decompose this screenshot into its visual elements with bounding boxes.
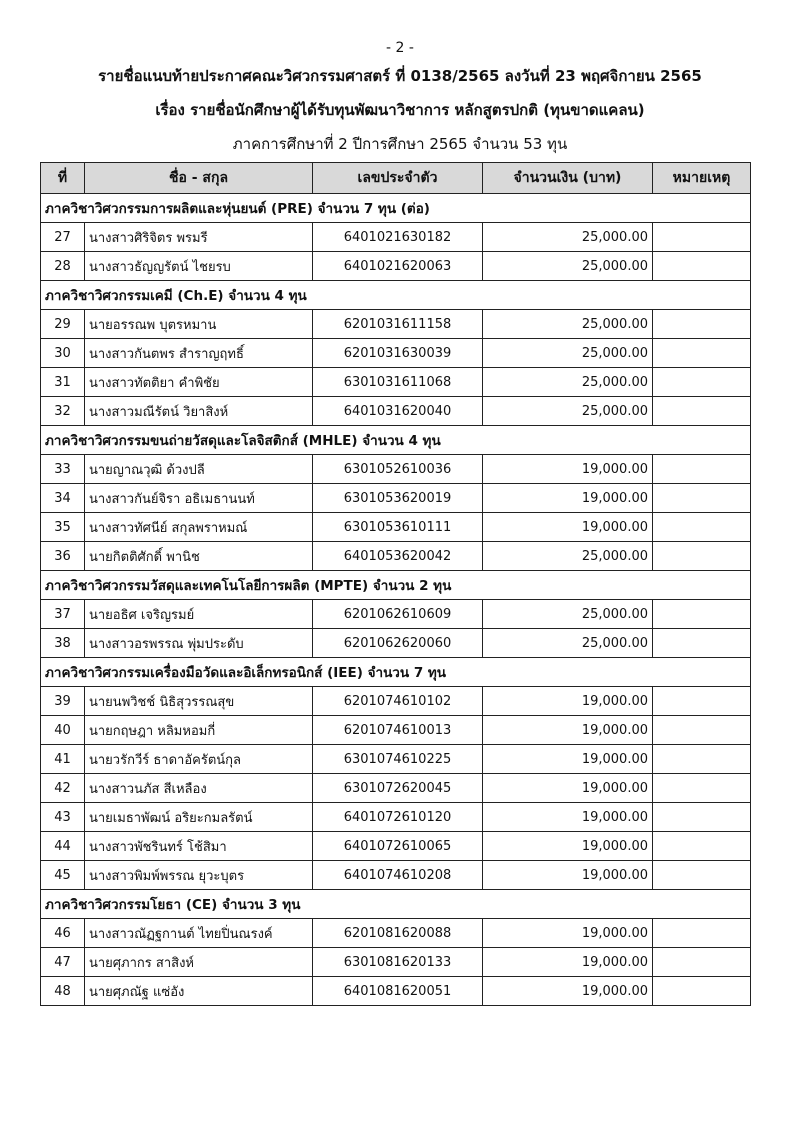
amount: 19,000.00: [483, 948, 653, 977]
student-id: 6401074610208: [313, 861, 483, 890]
amount: 19,000.00: [483, 687, 653, 716]
row-number: 30: [41, 339, 85, 368]
column-header-note: หมายเหตุ: [653, 163, 751, 194]
student-id: 6401021630182: [313, 223, 483, 252]
row-number: 38: [41, 629, 85, 658]
table-row: [41, 832, 751, 861]
row-number: 45: [41, 861, 85, 890]
table-row: [41, 310, 751, 339]
amount: 19,000.00: [483, 977, 653, 1006]
amount: 19,000.00: [483, 513, 653, 542]
note: [653, 513, 751, 542]
table-row: [41, 339, 751, 368]
amount: 19,000.00: [483, 919, 653, 948]
student-name: นายศุภณัฐ แซ่อัง: [85, 977, 313, 1006]
note: [653, 832, 751, 861]
note: [653, 774, 751, 803]
department-section-row: [41, 658, 751, 687]
department-section-row: [41, 281, 751, 310]
student-id: 6301072620045: [313, 774, 483, 803]
amount: 19,000.00: [483, 774, 653, 803]
table-row: [41, 948, 751, 977]
student-id: 6301053610111: [313, 513, 483, 542]
student-id: 6401072610120: [313, 803, 483, 832]
column-header-student-id: เลขประจำตัว: [313, 163, 483, 194]
student-id: 6201081620088: [313, 919, 483, 948]
department-section-row: [41, 194, 751, 223]
amount: 25,000.00: [483, 629, 653, 658]
note: [653, 397, 751, 426]
table-row: [41, 600, 751, 629]
student-name: นางสาวพัชรินทร์ โช้สิมา: [85, 832, 313, 861]
note: [653, 716, 751, 745]
student-name: นางสาวนภัส สีเหลือง: [85, 774, 313, 803]
row-number: 31: [41, 368, 85, 397]
student-name: นายวรักวีร์ ธาดาอัครัตน์กุล: [85, 745, 313, 774]
note: [653, 745, 751, 774]
student-name: นางสาวทัศนีย์ สกุลพราหมณ์: [85, 513, 313, 542]
department-title: ภาควิชาวิศวกรรมขนถ่ายวัสดุและโลจิสติกส์ (MHLE) จำนวน 4 ทุน: [41, 426, 751, 455]
table-header-row: [41, 163, 751, 194]
table-row: [41, 774, 751, 803]
student-name: นายญาณวุฒิ ด้วงปลี: [85, 455, 313, 484]
note: [653, 368, 751, 397]
student-name: นายนพวิชช์ นิธิสุวรรณสุข: [85, 687, 313, 716]
row-number: 40: [41, 716, 85, 745]
row-number: 44: [41, 832, 85, 861]
table-row: [41, 803, 751, 832]
semester-info: ภาคการศึกษาที่ 2 ปีการศึกษา 2565 จำนวน 53 ทุน: [232, 135, 568, 153]
row-number: 47: [41, 948, 85, 977]
row-number: 33: [41, 455, 85, 484]
student-id: 6201062620060: [313, 629, 483, 658]
announcement-subject: เรื่อง รายชื่อนักศึกษาผู้ได้รับทุนพัฒนาวิชาการ หลักสูตรปกติ (ทุนขาดแคลน): [155, 101, 645, 119]
table-row: [41, 513, 751, 542]
student-id: 6401031620040: [313, 397, 483, 426]
amount: 25,000.00: [483, 542, 653, 571]
table-row: [41, 223, 751, 252]
student-name: นายอรรณพ บุตรหมาน: [85, 310, 313, 339]
note: [653, 252, 751, 281]
note: [653, 977, 751, 1006]
student-id: 6201062610609: [313, 600, 483, 629]
row-number: 43: [41, 803, 85, 832]
student-name: นางสาวกันย์จิรา อธิเมธานนท์: [85, 484, 313, 513]
student-name: นางสาวทัตติยา คำพิชัย: [85, 368, 313, 397]
student-id: 6301053620019: [313, 484, 483, 513]
student-id: 6201074610013: [313, 716, 483, 745]
department-section-row: [41, 571, 751, 600]
student-id: 6401081620051: [313, 977, 483, 1006]
note: [653, 339, 751, 368]
table-row: [41, 484, 751, 513]
table-row: [41, 455, 751, 484]
note: [653, 223, 751, 252]
note: [653, 948, 751, 977]
table-row: [41, 252, 751, 281]
table-row: [41, 716, 751, 745]
announcement-title: รายชื่อแนบท้ายประกาศคณะวิศวกรรมศาสตร์ ที่ 0138/2565 ลงวันที่ 23 พฤศจิกายน 2565: [98, 67, 702, 85]
student-name: นายศุภากร สาสิงห์: [85, 948, 313, 977]
department-title: ภาควิชาวิศวกรรมเคมี (Ch.E) จำนวน 4 ทุน: [41, 281, 751, 310]
note: [653, 803, 751, 832]
note: [653, 861, 751, 890]
table-row: [41, 977, 751, 1006]
note: [653, 687, 751, 716]
student-name: นายเมธาพัฒน์ อริยะกมลรัตน์: [85, 803, 313, 832]
student-name: นายกฤษฎา หลิมหอมกี่: [85, 716, 313, 745]
student-name: นายกิตติศักดิ์ พานิช: [85, 542, 313, 571]
table-row: [41, 368, 751, 397]
amount: 19,000.00: [483, 716, 653, 745]
student-name: นางสาวศิริจิตร พรมรี: [85, 223, 313, 252]
row-number: 39: [41, 687, 85, 716]
note: [653, 629, 751, 658]
student-id: 6301031611068: [313, 368, 483, 397]
amount: 19,000.00: [483, 484, 653, 513]
row-number: 46: [41, 919, 85, 948]
row-number: 36: [41, 542, 85, 571]
student-name: นายอธิศ เจริญรมย์: [85, 600, 313, 629]
row-number: 32: [41, 397, 85, 426]
column-header-name: ชื่อ - สกุล: [85, 163, 313, 194]
note: [653, 310, 751, 339]
table-row: [41, 745, 751, 774]
student-name: นางสาวอรพรรณ พุ่มประดับ: [85, 629, 313, 658]
amount: 25,000.00: [483, 252, 653, 281]
row-number: 37: [41, 600, 85, 629]
table-body: [41, 194, 751, 1006]
student-id: 6401021620063: [313, 252, 483, 281]
student-name: นางสาวณัฏฐกานต์ ไทยปิ่นณรงค์: [85, 919, 313, 948]
department-title: ภาควิชาวิศวกรรมวัสดุและเทคโนโลยีการผลิต (MPTE) จำนวน 2 ทุน: [41, 571, 751, 600]
row-number: 28: [41, 252, 85, 281]
amount: 25,000.00: [483, 310, 653, 339]
student-id: 6201031630039: [313, 339, 483, 368]
row-number: 35: [41, 513, 85, 542]
amount: 25,000.00: [483, 600, 653, 629]
page-number: - 2 -: [386, 40, 414, 56]
department-section-row: [41, 426, 751, 455]
table-row: [41, 687, 751, 716]
table-row: [41, 861, 751, 890]
table-row: [41, 397, 751, 426]
amount: 19,000.00: [483, 803, 653, 832]
student-name: นางสาวธัญญรัตน์ ไชยรบ: [85, 252, 313, 281]
note: [653, 600, 751, 629]
department-title: ภาควิชาวิศวกรรมเครื่องมือวัดและอิเล็กทรอนิกส์ (IEE) จำนวน 7 ทุน: [41, 658, 751, 687]
student-id: 6301074610225: [313, 745, 483, 774]
row-number: 27: [41, 223, 85, 252]
amount: 19,000.00: [483, 861, 653, 890]
note: [653, 484, 751, 513]
amount: 19,000.00: [483, 832, 653, 861]
amount: 25,000.00: [483, 223, 653, 252]
note: [653, 919, 751, 948]
row-number: 29: [41, 310, 85, 339]
student-id: 6201031611158: [313, 310, 483, 339]
row-number: 34: [41, 484, 85, 513]
student-id: 6401072610065: [313, 832, 483, 861]
department-title: ภาควิชาวิศวกรรมโยธา (CE) จำนวน 3 ทุน: [41, 890, 751, 919]
student-name: นางสาวพิมพ์พรรณ ยุวะบุตร: [85, 861, 313, 890]
table-row: [41, 629, 751, 658]
student-id: 6301081620133: [313, 948, 483, 977]
student-id: 6401053620042: [313, 542, 483, 571]
column-header-amount: จำนวนเงิน (บาท): [483, 163, 653, 194]
amount: 19,000.00: [483, 455, 653, 484]
student-id: 6301052610036: [313, 455, 483, 484]
table-row: [41, 919, 751, 948]
note: [653, 455, 751, 484]
row-number: 48: [41, 977, 85, 1006]
amount: 25,000.00: [483, 368, 653, 397]
scholarship-table: [40, 162, 751, 1006]
department-title: ภาควิชาวิศวกรรมการผลิตและหุ่นยนต์ (PRE) จำนวน 7 ทุน (ต่อ): [41, 194, 751, 223]
row-number: 41: [41, 745, 85, 774]
row-number: 42: [41, 774, 85, 803]
student-name: นางสาวกันตพร สำราญฤทธิ์: [85, 339, 313, 368]
table-row: [41, 542, 751, 571]
amount: 25,000.00: [483, 339, 653, 368]
student-id: 6201074610102: [313, 687, 483, 716]
department-section-row: [41, 890, 751, 919]
column-header-no: ที่: [41, 163, 85, 194]
student-name: นางสาวมณีรัตน์ วิยาสิงห์: [85, 397, 313, 426]
amount: 25,000.00: [483, 397, 653, 426]
note: [653, 542, 751, 571]
amount: 19,000.00: [483, 745, 653, 774]
